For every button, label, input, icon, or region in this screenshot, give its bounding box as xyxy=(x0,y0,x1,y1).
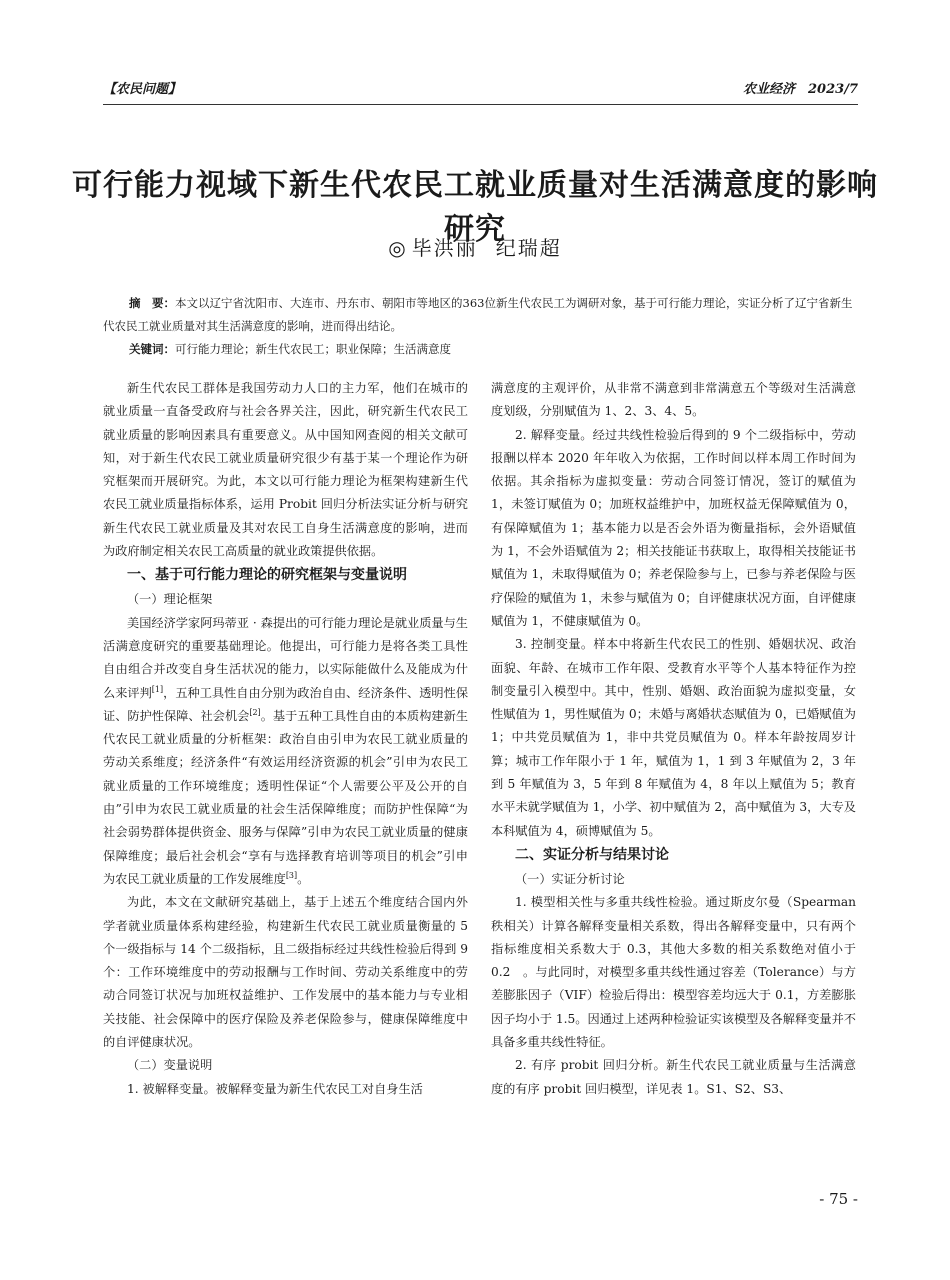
indicator-paragraph: 为此，本文在文献研究基础上，基于上述五个维度结合国内外学者就业质量体系构建经验，构建新生代农民工就业质量衡量的 5 个一级指标与 14 个二级指标，且二级指标经过共线性检验后得到 9 个：工作环境维度中的劳动报酬与工作时间、劳动关系维度中的劳动合同签订状况与加班权益维护、工作发展中的基本能力与专业相关技能、社会保障中的医疗保险及养老保险参与，健康保障维度中的自评健康状况。 xyxy=(103,895,468,1050)
page-number: - 75 - xyxy=(819,1190,858,1208)
header-rule xyxy=(103,104,858,105)
citation-2: [2] xyxy=(249,707,261,717)
subsection-heading-variables: （二）变量说明 xyxy=(127,1058,213,1073)
subsection-heading-theory: （一）理论框架 xyxy=(127,592,213,607)
abstract-block xyxy=(103,292,858,361)
abstract xyxy=(103,292,858,338)
abstract-label: 摘 要： xyxy=(129,296,175,310)
author-1: 毕洪丽 xyxy=(411,236,478,260)
citation-1: [1] xyxy=(151,684,164,694)
abstract-text: 本文以辽宁省沈阳市、大连市、丹东市、朝阳市等地区的363位新生代农民工为调研对象，基于可行能力理论，实证分析了辽宁省新生代农民工就业质量对其生活满意度的影响，进而得出结论。 xyxy=(103,296,853,333)
section-heading-2: 二、实证分析与结果讨论 xyxy=(515,846,669,863)
probit-paragraph: 2. 有序 probit 回归分析。新生代农民工就业质量与生活满意度的有序 probit 回归模型，详见表 1。S1、S2、S3、 xyxy=(491,1058,856,1096)
section-label: 【农民问题】 xyxy=(103,82,182,97)
dependent-variable-continued: 满意度的主观评价，从非常不满意到非常满意五个等级对生活满意度划级，分别赋值为 1、2、3、4、5。 xyxy=(491,381,856,419)
article-title: 可行能力视域下新生代农民工就业质量对生活满意度的影响研究 xyxy=(72,168,878,247)
citation-3: [3] xyxy=(285,870,298,880)
intro-paragraph: 新生代农民工群体是我国劳动力人口的主力军，他们在城市的就业质量一直备受政府与社会各界关注，因此，研究新生代农民工就业质量的影响因素具有重要意义。从中国知网查阅的相关文献可知，对于新生代农民工就业质量研究很少有基于某一个理论作为研究框架而开展研究。为此，本文以可行能力理论为框架构建新生代农民工就业质量指标体系，运用 Probit 回归分析法实证分析与研究新生代农民工就业质量及其对农民工自身生活满意度的影响，进而为政府制定相关农民工高质量的就业政策提供依据。 xyxy=(103,381,468,559)
control-variable-paragraph: 3. 控制变量。样本中将新生代农民工的性别、婚姻状况、政治面貌、年龄、在城市工作年限、受教育水平等个人基本特征作为控制变量引入模型中。其中，性别、婚姻、政治面貌为虚拟变量，女性赋值为 1，男性赋值为 0；未婚与离婚状态赋值为 0，已婚赋值为 1；中共党员赋值为 1，非中共党员赋值为 0。样本年龄按周岁计算；城市工作年限小于 1 年，赋值为 1，1 到 3 年赋值为 2，3 年到 5 年赋值为 3，5 年到 8 年赋值为 4，8 年以上赋值为 5；教育水平未就学赋值为 1，小学、初中赋值为 2，高中赋值为 3，大专及本科赋值为 4，硕博赋值为 5。 xyxy=(491,637,856,838)
theory-text-c: 。基于五种工具性自由的本质构建新生代农民工就业质量的分析框架：政治自由引申为农民工就业质量的劳动关系维度；经济条件“有效运用经济资源的机会”引申为农民工就业质量的工作环境维度；透明性保证“个人需要公平及公开的自由”引申为农民工就业质量的社会生活保障维度；而防护性保障“为社会弱势群体提供资金、服务与保障”引申为农民工就业质量的健康保障维度；最后社会机会“享有与选择教育培训等项目的机会”引申为农民工就业质量的工作发展维度 xyxy=(103,708,469,886)
authors xyxy=(60,232,890,261)
explanatory-variable-paragraph: 2. 解释变量。经过共线性检验后得到的 9 个二级指标中，劳动报酬以样本 2020 年年收入为依据，工作时间以样本周工作时间为依据。其余指标为虚拟变量：劳动合同签订情况，签订的赋值为 1，未签订赋值为 0；加班权益维护中，加班权益无保障赋值为 0，有保障赋值为 1；基本能力以是否会外语为衡量指标，会外语赋值为 1，不会外语赋值为 2；相关技能证书获取上，取得相关技能证书赋值为 1，未取得赋值为 0；养老保险参与上，已参与养老保险与医疗保险的赋值为 1，未参与赋值为 0；自评健康状况方面，自评健康赋值为 1，不健康赋值为 0。 xyxy=(491,427,856,628)
theory-text-d: 。 xyxy=(297,871,310,886)
dependent-variable-paragraph: 1. 被解释变量。被解释变量为新生代农民工对自身生活 xyxy=(127,1081,423,1096)
journal-issue: 农业经济 2023/7 xyxy=(743,82,858,97)
right-column xyxy=(491,377,856,1101)
theory-paragraph xyxy=(103,612,468,892)
collinearity-paragraph: 1. 模型相关性与多重共线性检验。通过斯皮尔曼（Spearman 秩相关）计算各解释变量相关系数，得出各解释变量中，只有两个指标维度相关系数大于 0.3，其他大多数的相关系数绝对值小于 0.2 。与此同时，对模型多重共线性通过容差（Tolerance）与方差膨胀因子（VIF）检验后得出：模型容差均远大于 0.1，方差膨胀因子均小于 1.5。因通过上述两种检验证实该模型及各解释变量并不具备多重共线性特征。 xyxy=(491,895,856,1050)
author-2: 纪瑞超 xyxy=(495,236,562,260)
keywords-label: 关键词： xyxy=(129,342,175,356)
running-header xyxy=(103,78,858,102)
theory-text-b: ，五种工具性自由分别为政治自由、经济条件、透明性保证、防护性保障、社会机会 xyxy=(103,685,469,723)
keywords xyxy=(103,338,858,361)
section-heading-1: 一、基于可行能力理论的研究框架与变量说明 xyxy=(127,567,407,584)
theory-text-a: 美国经济学家阿玛蒂亚 · 森提出的可行能力理论是就业质量与生活满意度研究的重要基础理论。他提出，可行能力是将各类工具性自由组合并改变自身生活状况的能力，以实际能做什么及能成为什么来评判 xyxy=(103,615,468,700)
left-column xyxy=(103,377,468,1101)
subsection-heading-empirical: （一）实证分析讨论 xyxy=(515,871,625,886)
author-mark: ◎ xyxy=(388,236,408,260)
keywords-text: 可行能力理论；新生代农民工；职业保障；生活满意度 xyxy=(175,342,451,356)
